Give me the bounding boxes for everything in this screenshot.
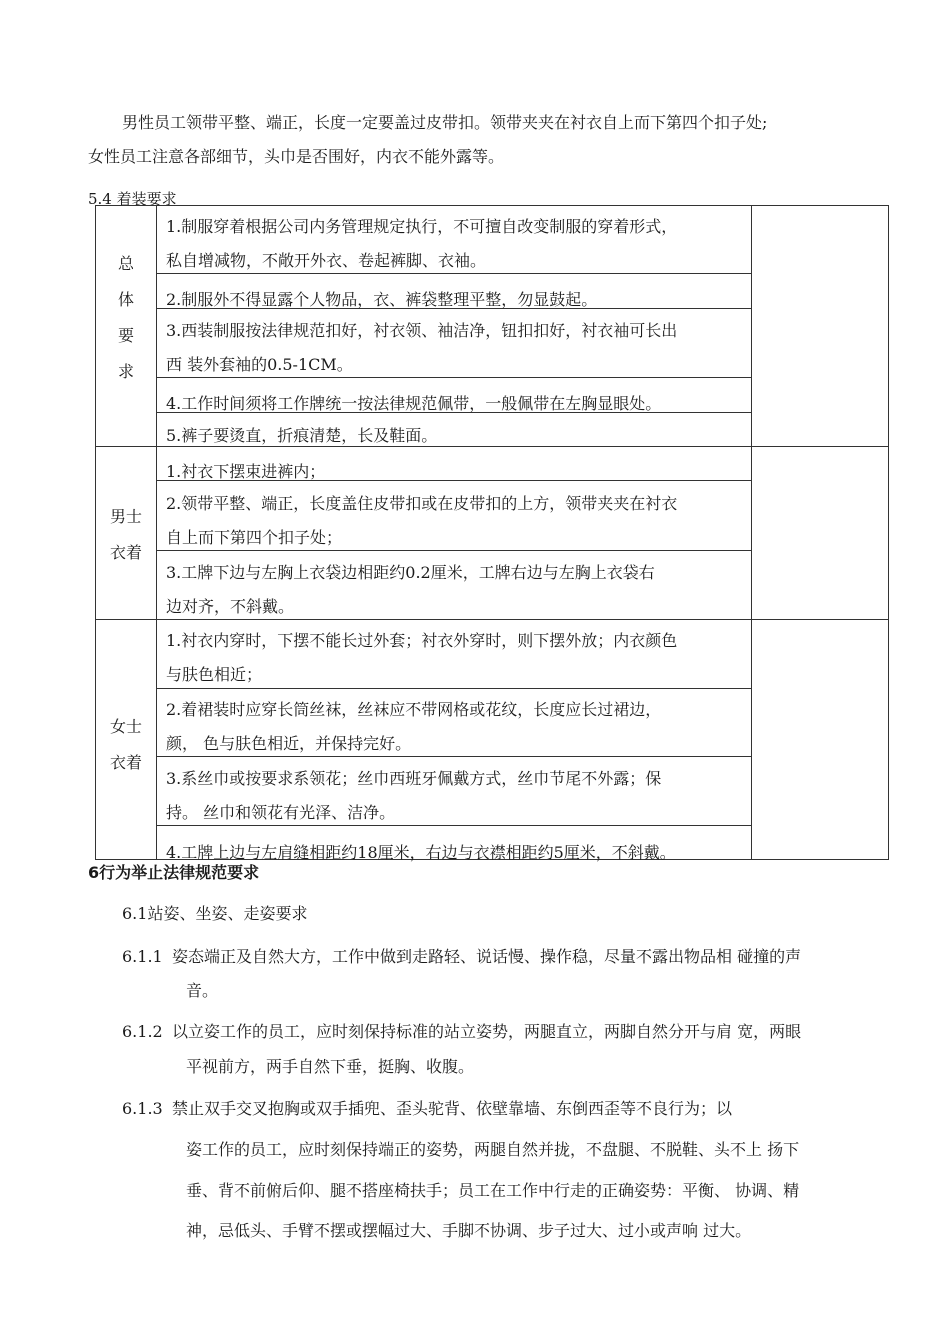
row-line: 边对齐，不斜戴。 <box>166 597 295 616</box>
row-line: 持。 丝巾和领花有光泽、洁净。 <box>166 803 396 822</box>
item-number: 6.1.3 <box>122 1099 163 1118</box>
table-divider-right <box>751 206 752 859</box>
table-row <box>166 283 597 317</box>
table-row <box>166 556 655 624</box>
group-label-line: 衣着 <box>109 543 142 562</box>
row-line: 2.制服外不得显露个人物品，衣、裤袋整理平整，勿显鼓起。 <box>166 290 598 309</box>
row-line: 3.系丝巾或按要求系领花；丝巾西班牙佩戴方式，丝巾节尾不外露；保 <box>166 769 662 788</box>
section-5-4-title: 5.4 着装要求 <box>88 190 177 208</box>
intro-line-1: 男性员工领带平整、端正，长度一定要盖过皮带扣。领带夹夹在衬衣自上而下第四个扣子处; <box>122 113 768 132</box>
item-line: 以立姿工作的员工，应时刻保持标准的站立姿势，两腿直立，两脚自然分开与肩 宽，两眼 <box>172 1022 802 1041</box>
group-label-female <box>96 709 156 781</box>
group-label-line: 女士 <box>109 717 142 736</box>
row-line: 3.工牌下边与左胸上衣袋边相距约0.2厘米，工牌右边与左胸上衣袋右 <box>166 563 655 582</box>
item-number: 6.1.1 <box>122 947 163 966</box>
item-line: 平视前方，两手自然下垂，挺胸、收腹。 <box>186 1057 475 1076</box>
row-line: 西 装外套袖的0.5-1CM。 <box>166 355 353 374</box>
group-label-general <box>96 246 156 390</box>
group-label-char: 要 <box>117 326 134 345</box>
table-row <box>166 387 661 421</box>
item-line: 音。 <box>186 981 219 1000</box>
group-label-line: 衣着 <box>109 753 142 772</box>
table-row <box>166 210 677 278</box>
group-label-char: 总 <box>117 254 134 273</box>
row-line: 私自增减物，不敞开外衣、卷起裤脚、衣袖。 <box>166 251 487 270</box>
row-line: 4.工作时间须将工作牌统一按法律规范佩带，一般佩带在左胸显眼处。 <box>166 394 662 413</box>
row-line: 自上而下第四个扣子处； <box>166 528 343 547</box>
table-row <box>166 314 677 382</box>
dress-code-table <box>95 205 889 860</box>
row-line: 5.裤子要烫直，折痕清楚，长及鞋面。 <box>166 426 438 445</box>
table-divider-label <box>156 206 157 859</box>
row-line: 2.领带平整、端正，长度盖住皮带扣或在皮带扣的上方，领带夹夹在衬衣 <box>166 494 678 513</box>
item-line: 神，忌低头、手臂不摆或摆幅过大、手脚不协调、步子过大、过小或声响 过大。 <box>186 1221 752 1240</box>
item-line: 姿工作的员工，应时刻保持端正的姿势，两腿自然并拢，不盘腿、不脱鞋、头不上 扬下 <box>186 1140 800 1159</box>
item-line: 姿态端正及自然大方，工作中做到走路轻、说话慢、操作稳，尽量不露出物品相 碰撞的声 <box>172 947 802 966</box>
row-line: 1.衬衣下摆束进裤内； <box>166 462 326 481</box>
row-line: 3.西装制服按法律规范扣好，衬衣领、袖洁净，钮扣扣好，衬衣袖可长出 <box>166 321 678 340</box>
row-line: 颜， 色与肤色相近，并保持完好。 <box>166 734 412 753</box>
group-label-char: 求 <box>117 362 134 381</box>
section-6-heading: 6行为举止法律规范要求 <box>88 863 260 882</box>
group-label-char: 体 <box>117 290 134 309</box>
table-row <box>166 762 661 830</box>
row-line: 与肤色相近； <box>166 665 263 684</box>
group-label-line: 男士 <box>109 507 142 526</box>
table-row <box>166 455 325 489</box>
table-row <box>166 693 661 761</box>
row-line: 1.制服穿着根据公司内务管理规定执行，不可擅自改变制服的穿着形式， <box>166 217 678 236</box>
table-row <box>166 624 677 692</box>
intro-line-2: 女性员工注意各部细节，头巾是否围好，内衣不能外露等。 <box>88 147 505 166</box>
table-row <box>166 419 437 453</box>
row-line: 1.衬衣内穿时，下摆不能长过外套；衬衣外穿时，则下摆外放；内衣颜色 <box>166 631 678 650</box>
section-6-1-title: 6.1站姿、坐姿、走姿要求 <box>122 904 308 923</box>
item-line: 垂、背不前俯后仰、腿不搭座椅扶手；员工在工作中行走的正确姿势：平衡、 协调、精 <box>186 1181 800 1200</box>
row-line: 4.工牌上边与左肩缝相距约18厘米，右边与衣襟相距约5厘米，不斜戴。 <box>166 843 676 862</box>
item-number: 6.1.2 <box>122 1022 163 1041</box>
group-label-male <box>96 499 156 571</box>
item-line: 禁止双手交叉抱胸或双手插兜、歪头驼背、依壁靠墙、东倒西歪等不良行为；以 <box>172 1099 733 1118</box>
row-line: 2.着裙装时应穿长筒丝袜，丝袜应不带网格或花纹，长度应长过裙边， <box>166 700 662 719</box>
table-row <box>166 487 677 555</box>
